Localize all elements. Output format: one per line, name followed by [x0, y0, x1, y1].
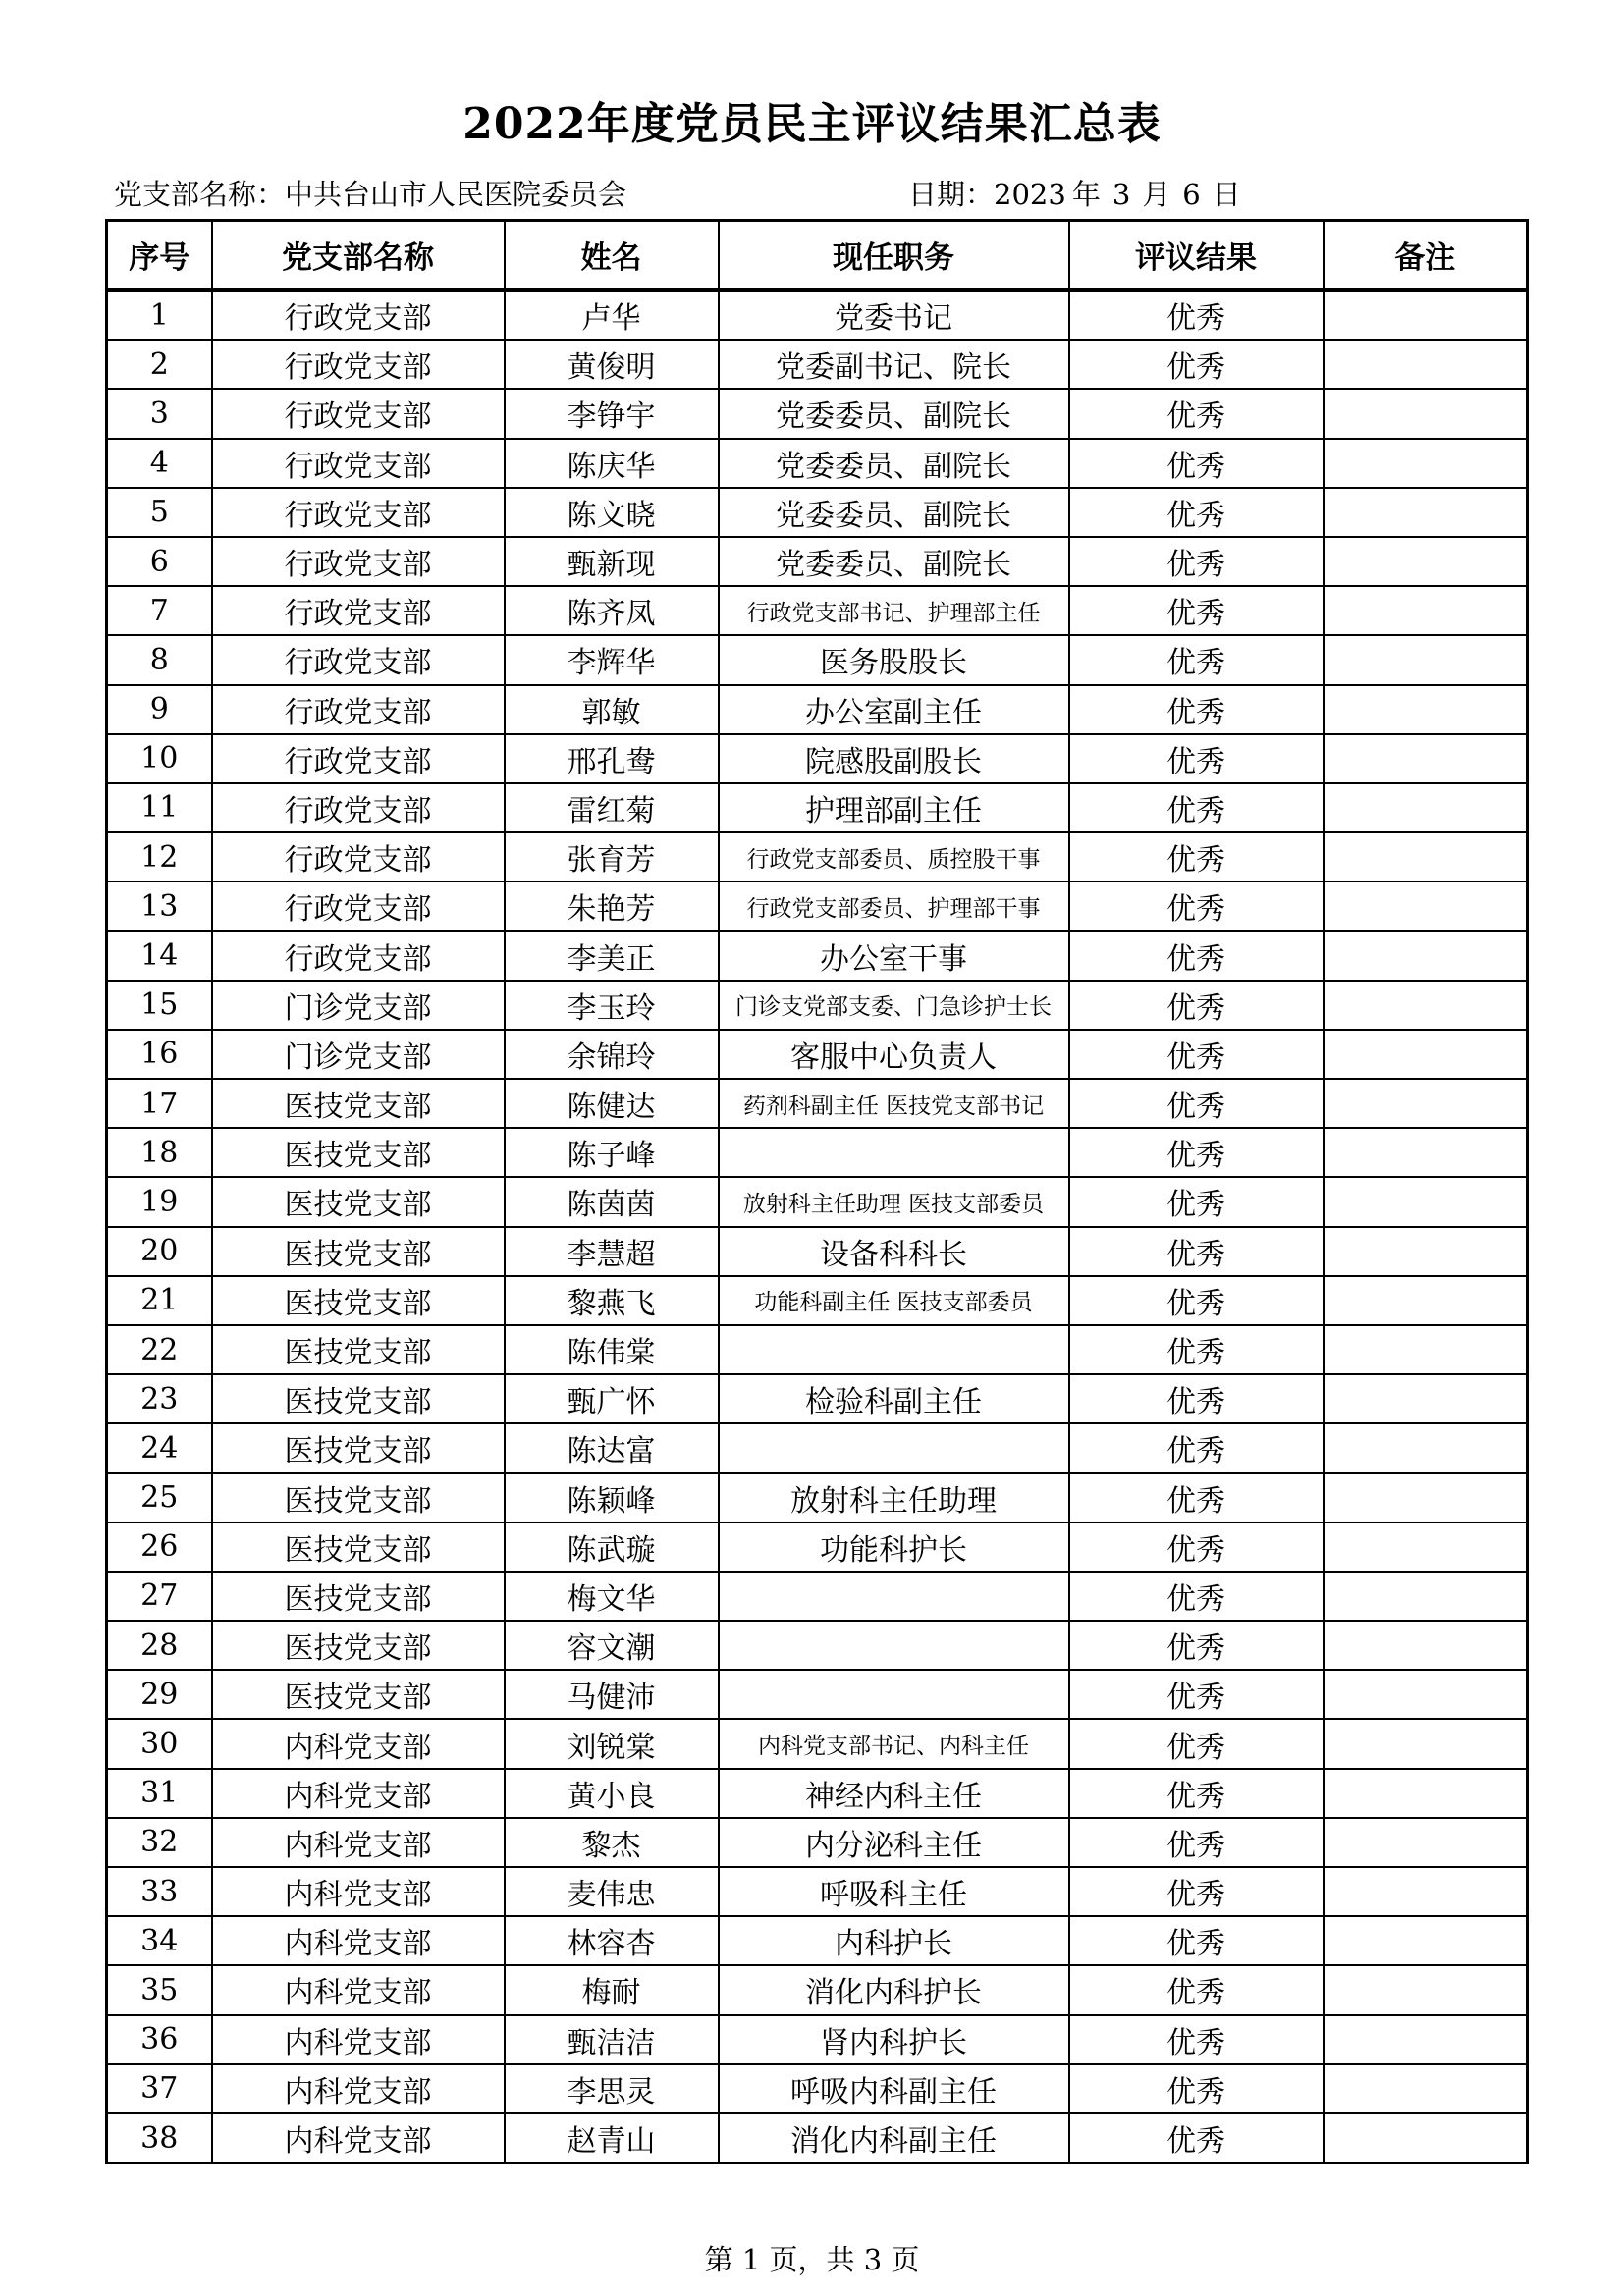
cell-no: 12: [107, 832, 212, 881]
cell-position: 党委副书记、院长: [719, 340, 1069, 389]
cell-name: 郭敏: [505, 685, 719, 734]
cell-position: 内科护长: [719, 1916, 1069, 1965]
table-row: [107, 488, 1528, 537]
cell-name: 陈伟棠: [505, 1325, 719, 1374]
cell-result: 优秀: [1069, 1079, 1324, 1128]
cell-note: [1324, 1670, 1528, 1719]
cell-position: [719, 1621, 1069, 1670]
cell-position: 呼吸科主任: [719, 1867, 1069, 1916]
table-row: [107, 1572, 1528, 1621]
cell-note: [1324, 1227, 1528, 1276]
cell-position: 行政党支部委员、护理部干事: [719, 881, 1069, 931]
cell-note: [1324, 488, 1528, 537]
cell-result: 优秀: [1069, 1325, 1324, 1374]
cell-note: [1324, 981, 1528, 1030]
cell-result: 优秀: [1069, 1227, 1324, 1276]
results-table: [105, 219, 1529, 2164]
table-row: [107, 1079, 1528, 1128]
cell-note: [1324, 1325, 1528, 1374]
cell-result: 优秀: [1069, 2064, 1324, 2113]
table-row: [107, 1325, 1528, 1374]
cell-branch: 医技党支部: [212, 1079, 505, 1128]
table-row: [107, 1227, 1528, 1276]
cell-result: 优秀: [1069, 685, 1324, 734]
cell-position: 医务股股长: [719, 635, 1069, 684]
cell-name: 容文潮: [505, 1621, 719, 1670]
cell-name: 陈颖峰: [505, 1473, 719, 1522]
cell-branch: 门诊党支部: [212, 981, 505, 1030]
cell-no: 31: [107, 1769, 212, 1818]
cell-note: [1324, 290, 1528, 340]
cell-branch: 行政党支部: [212, 586, 505, 635]
cell-note: [1324, 1867, 1528, 1916]
page-footer: 第 1 页，共 3 页: [704, 2243, 920, 2276]
cell-note: [1324, 439, 1528, 488]
cell-result: 优秀: [1069, 1572, 1324, 1621]
cell-branch: 行政党支部: [212, 488, 505, 537]
cell-no: 6: [107, 537, 212, 586]
cell-name: 李美正: [505, 931, 719, 980]
table-row: [107, 881, 1528, 931]
cell-result: 优秀: [1069, 1965, 1324, 2014]
cell-no: 28: [107, 1621, 212, 1670]
cell-branch: 内科党支部: [212, 1916, 505, 1965]
table-row: [107, 1719, 1528, 1768]
cell-note: [1324, 1276, 1528, 1325]
table-row: [107, 1374, 1528, 1423]
cell-branch: 医技党支部: [212, 1473, 505, 1522]
table-row: [107, 439, 1528, 488]
cell-position: [719, 1128, 1069, 1177]
cell-result: 优秀: [1069, 1276, 1324, 1325]
cell-branch: 医技党支部: [212, 1522, 505, 1572]
cell-branch: 行政党支部: [212, 881, 505, 931]
cell-branch: 行政党支部: [212, 439, 505, 488]
date-label: 日期：2023: [908, 178, 1066, 211]
cell-name: 甄洁洁: [505, 2015, 719, 2064]
cell-note: [1324, 1423, 1528, 1472]
cell-name: 李铮宇: [505, 389, 719, 438]
cell-branch: 医技党支部: [212, 1128, 505, 1177]
cell-note: [1324, 1769, 1528, 1818]
table-row: [107, 290, 1528, 340]
cell-note: [1324, 1374, 1528, 1423]
cell-result: 优秀: [1069, 1128, 1324, 1177]
cell-name: 陈文晓: [505, 488, 719, 537]
cell-position: 院感股副股长: [719, 734, 1069, 783]
cell-position: 行政党支部委员、质控股干事: [719, 832, 1069, 881]
cell-note: [1324, 635, 1528, 684]
cell-name: 卢华: [505, 290, 719, 340]
cell-branch: 医技党支部: [212, 1670, 505, 1719]
cell-name: 陈茵茵: [505, 1177, 719, 1226]
date-year-suffix: 年: [1071, 178, 1101, 211]
cell-name: 李思灵: [505, 2064, 719, 2113]
cell-result: 优秀: [1069, 2113, 1324, 2163]
cell-position: 党委委员、副院长: [719, 488, 1069, 537]
cell-no: 35: [107, 1965, 212, 2014]
cell-note: [1324, 1030, 1528, 1079]
table-row: [107, 1818, 1528, 1867]
cell-note: [1324, 1177, 1528, 1226]
cell-name: 张育芳: [505, 832, 719, 881]
table-row: [107, 1621, 1528, 1670]
cell-name: 马健沛: [505, 1670, 719, 1719]
table-row: [107, 981, 1528, 1030]
cell-no: 24: [107, 1423, 212, 1472]
cell-no: 7: [107, 586, 212, 635]
cell-name: 雷红菊: [505, 783, 719, 832]
table-row: [107, 635, 1528, 684]
cell-no: 2: [107, 340, 212, 389]
cell-branch: 行政党支部: [212, 931, 505, 980]
cell-branch: 门诊党支部: [212, 1030, 505, 1079]
cell-name: 余锦玲: [505, 1030, 719, 1079]
cell-branch: 行政党支部: [212, 832, 505, 881]
cell-no: 10: [107, 734, 212, 783]
header-cell-branch: 党支部名称: [212, 221, 505, 291]
cell-position: 门诊支党部支委、门急诊护士长: [719, 981, 1069, 1030]
cell-name: 黎杰: [505, 1818, 719, 1867]
table-row: [107, 1128, 1528, 1177]
page-title: 2022年度党员民主评议结果汇总表: [462, 99, 1162, 149]
cell-result: 优秀: [1069, 1177, 1324, 1226]
cell-branch: 内科党支部: [212, 1965, 505, 2014]
table-row: [107, 1423, 1528, 1472]
cell-branch: 医技党支部: [212, 1325, 505, 1374]
date-month: 3: [1111, 178, 1131, 211]
cell-no: 19: [107, 1177, 212, 1226]
cell-name: 甄新现: [505, 537, 719, 586]
table-row: [107, 1177, 1528, 1226]
cell-no: 4: [107, 439, 212, 488]
cell-branch: 医技党支部: [212, 1177, 505, 1226]
header-cell-position: 现任职务: [719, 221, 1069, 291]
table-row: [107, 1473, 1528, 1522]
cell-result: 优秀: [1069, 931, 1324, 980]
cell-name: 梅耐: [505, 1965, 719, 2014]
table-row: [107, 2113, 1528, 2163]
cell-branch: 行政党支部: [212, 340, 505, 389]
cell-position: 内科党支部书记、内科主任: [719, 1719, 1069, 1768]
cell-result: 优秀: [1069, 1867, 1324, 1916]
table-row: [107, 931, 1528, 980]
cell-position: [719, 1325, 1069, 1374]
header-cell-result: 评议结果: [1069, 221, 1324, 291]
cell-note: [1324, 1719, 1528, 1768]
cell-branch: 行政党支部: [212, 734, 505, 783]
cell-no: 32: [107, 1818, 212, 1867]
table-row: [107, 1522, 1528, 1572]
branch-name-label: 党支部名称：中共台山市人民医院委员会: [114, 178, 627, 211]
cell-result: 优秀: [1069, 488, 1324, 537]
cell-note: [1324, 1818, 1528, 1867]
cell-branch: 行政党支部: [212, 290, 505, 340]
cell-note: [1324, 389, 1528, 438]
table-row: [107, 1276, 1528, 1325]
cell-name: 李玉玲: [505, 981, 719, 1030]
cell-result: 优秀: [1069, 1423, 1324, 1472]
cell-branch: 医技党支部: [212, 1276, 505, 1325]
cell-position: 药剂科副主任 医技党支部书记: [719, 1079, 1069, 1128]
cell-no: 25: [107, 1473, 212, 1522]
cell-position: 呼吸内科副主任: [719, 2064, 1069, 2113]
cell-name: 陈武璇: [505, 1522, 719, 1572]
cell-no: 16: [107, 1030, 212, 1079]
cell-name: 邢孔鸯: [505, 734, 719, 783]
cell-result: 优秀: [1069, 1522, 1324, 1572]
table-row: [107, 1670, 1528, 1719]
table-row: [107, 2015, 1528, 2064]
cell-note: [1324, 1473, 1528, 1522]
cell-note: [1324, 537, 1528, 586]
report-date: [908, 173, 1247, 213]
table-row: [107, 1769, 1528, 1818]
cell-no: 15: [107, 981, 212, 1030]
cell-no: 17: [107, 1079, 212, 1128]
cell-name: 梅文华: [505, 1572, 719, 1621]
cell-no: 38: [107, 2113, 212, 2163]
cell-position: 消化内科副主任: [719, 2113, 1069, 2163]
cell-position: 客服中心负责人: [719, 1030, 1069, 1079]
cell-branch: 行政党支部: [212, 685, 505, 734]
date-day: 6: [1182, 178, 1201, 211]
cell-result: 优秀: [1069, 340, 1324, 389]
cell-note: [1324, 1079, 1528, 1128]
cell-name: 陈达富: [505, 1423, 719, 1472]
cell-position: 神经内科主任: [719, 1769, 1069, 1818]
cell-result: 优秀: [1069, 881, 1324, 931]
table-row: [107, 1965, 1528, 2014]
cell-branch: 内科党支部: [212, 2113, 505, 2163]
cell-position: 党委委员、副院长: [719, 439, 1069, 488]
table-row: [107, 586, 1528, 635]
cell-branch: 医技党支部: [212, 1621, 505, 1670]
cell-name: 李慧超: [505, 1227, 719, 1276]
cell-note: [1324, 340, 1528, 389]
table-row: [107, 389, 1528, 438]
cell-result: 优秀: [1069, 389, 1324, 438]
cell-no: 30: [107, 1719, 212, 1768]
cell-result: 优秀: [1069, 586, 1324, 635]
cell-result: 优秀: [1069, 1621, 1324, 1670]
cell-note: [1324, 1621, 1528, 1670]
cell-branch: 内科党支部: [212, 2015, 505, 2064]
cell-note: [1324, 586, 1528, 635]
cell-branch: 行政党支部: [212, 389, 505, 438]
date-day-suffix: 日: [1212, 178, 1241, 211]
cell-no: 18: [107, 1128, 212, 1177]
cell-position: 党委书记: [719, 290, 1069, 340]
cell-result: 优秀: [1069, 1374, 1324, 1423]
cell-note: [1324, 1572, 1528, 1621]
cell-position: [719, 1572, 1069, 1621]
table-row: [107, 340, 1528, 389]
cell-branch: 内科党支部: [212, 1769, 505, 1818]
cell-name: 陈子峰: [505, 1128, 719, 1177]
cell-position: 党委委员、副院长: [719, 389, 1069, 438]
cell-branch: 医技党支部: [212, 1572, 505, 1621]
cell-position: 党委委员、副院长: [719, 537, 1069, 586]
table-header-row: [107, 221, 1528, 291]
cell-branch: 内科党支部: [212, 1719, 505, 1768]
cell-position: 设备科科长: [719, 1227, 1069, 1276]
cell-name: 麦伟忠: [505, 1867, 719, 1916]
cell-position: 护理部副主任: [719, 783, 1069, 832]
cell-branch: 内科党支部: [212, 2064, 505, 2113]
cell-position: 办公室副主任: [719, 685, 1069, 734]
cell-no: 33: [107, 1867, 212, 1916]
cell-branch: 医技党支部: [212, 1227, 505, 1276]
cell-result: 优秀: [1069, 1769, 1324, 1818]
cell-no: 21: [107, 1276, 212, 1325]
cell-note: [1324, 1916, 1528, 1965]
cell-position: 功能科副主任 医技支部委员: [719, 1276, 1069, 1325]
cell-note: [1324, 2113, 1528, 2163]
cell-no: 11: [107, 783, 212, 832]
table-row: [107, 734, 1528, 783]
cell-name: 朱艳芳: [505, 881, 719, 931]
cell-no: 9: [107, 685, 212, 734]
cell-result: 优秀: [1069, 783, 1324, 832]
cell-no: 22: [107, 1325, 212, 1374]
table-row: [107, 1867, 1528, 1916]
table-row: [107, 537, 1528, 586]
cell-branch: 行政党支部: [212, 537, 505, 586]
cell-no: 26: [107, 1522, 212, 1572]
cell-note: [1324, 881, 1528, 931]
cell-result: 优秀: [1069, 537, 1324, 586]
cell-no: 13: [107, 881, 212, 931]
cell-name: 陈齐凤: [505, 586, 719, 635]
cell-name: 刘锐棠: [505, 1719, 719, 1768]
cell-result: 优秀: [1069, 439, 1324, 488]
cell-position: 消化内科护长: [719, 1965, 1069, 2014]
cell-name: 黎燕飞: [505, 1276, 719, 1325]
cell-note: [1324, 832, 1528, 881]
cell-no: 36: [107, 2015, 212, 2064]
cell-result: 优秀: [1069, 981, 1324, 1030]
cell-result: 优秀: [1069, 1916, 1324, 1965]
cell-position: 办公室干事: [719, 931, 1069, 980]
cell-name: 甄广怀: [505, 1374, 719, 1423]
cell-no: 8: [107, 635, 212, 684]
cell-position: 放射科主任助理: [719, 1473, 1069, 1522]
cell-note: [1324, 1965, 1528, 2014]
cell-no: 27: [107, 1572, 212, 1621]
cell-no: 37: [107, 2064, 212, 2113]
cell-result: 优秀: [1069, 2015, 1324, 2064]
cell-no: 3: [107, 389, 212, 438]
cell-name: 黄小良: [505, 1769, 719, 1818]
cell-note: [1324, 734, 1528, 783]
cell-result: 优秀: [1069, 1473, 1324, 1522]
cell-note: [1324, 2015, 1528, 2064]
cell-branch: 医技党支部: [212, 1423, 505, 1472]
cell-branch: 内科党支部: [212, 1867, 505, 1916]
header-cell-name: 姓名: [505, 221, 719, 291]
cell-result: 优秀: [1069, 1030, 1324, 1079]
cell-no: 23: [107, 1374, 212, 1423]
cell-result: 优秀: [1069, 1818, 1324, 1867]
cell-position: [719, 1670, 1069, 1719]
cell-position: 肾内科护长: [719, 2015, 1069, 2064]
table-row: [107, 2064, 1528, 2113]
cell-result: 优秀: [1069, 734, 1324, 783]
table-row: [107, 685, 1528, 734]
cell-no: 5: [107, 488, 212, 537]
cell-note: [1324, 931, 1528, 980]
cell-no: 14: [107, 931, 212, 980]
cell-note: [1324, 685, 1528, 734]
cell-branch: 医技党支部: [212, 1374, 505, 1423]
cell-note: [1324, 2064, 1528, 2113]
cell-name: 陈庆华: [505, 439, 719, 488]
cell-note: [1324, 1128, 1528, 1177]
cell-no: 29: [107, 1670, 212, 1719]
table-row: [107, 1916, 1528, 1965]
cell-name: 赵青山: [505, 2113, 719, 2163]
cell-name: 李辉华: [505, 635, 719, 684]
table-row: [107, 1030, 1528, 1079]
cell-result: 优秀: [1069, 1670, 1324, 1719]
cell-result: 优秀: [1069, 832, 1324, 881]
cell-position: 内分泌科主任: [719, 1818, 1069, 1867]
cell-no: 1: [107, 290, 212, 340]
cell-no: 20: [107, 1227, 212, 1276]
cell-branch: 内科党支部: [212, 1818, 505, 1867]
table-row: [107, 783, 1528, 832]
cell-name: 林容杏: [505, 1916, 719, 1965]
table-row: [107, 832, 1528, 881]
cell-note: [1324, 1522, 1528, 1572]
cell-branch: 行政党支部: [212, 635, 505, 684]
cell-no: 34: [107, 1916, 212, 1965]
cell-position: [719, 1423, 1069, 1472]
results-table-container: [105, 219, 1526, 2164]
cell-name: 陈健达: [505, 1079, 719, 1128]
cell-result: 优秀: [1069, 290, 1324, 340]
cell-position: 功能科护长: [719, 1522, 1069, 1572]
cell-note: [1324, 783, 1528, 832]
header-cell-no: 序号: [107, 221, 212, 291]
cell-position: 放射科主任助理 医技支部委员: [719, 1177, 1069, 1226]
cell-name: 黄俊明: [505, 340, 719, 389]
header-cell-note: 备注: [1324, 221, 1528, 291]
cell-position: 行政党支部书记、护理部主任: [719, 586, 1069, 635]
cell-branch: 行政党支部: [212, 783, 505, 832]
cell-result: 优秀: [1069, 1719, 1324, 1768]
date-month-suffix: 月: [1142, 178, 1171, 211]
table-body: [107, 290, 1528, 2163]
cell-result: 优秀: [1069, 635, 1324, 684]
cell-position: 检验科副主任: [719, 1374, 1069, 1423]
